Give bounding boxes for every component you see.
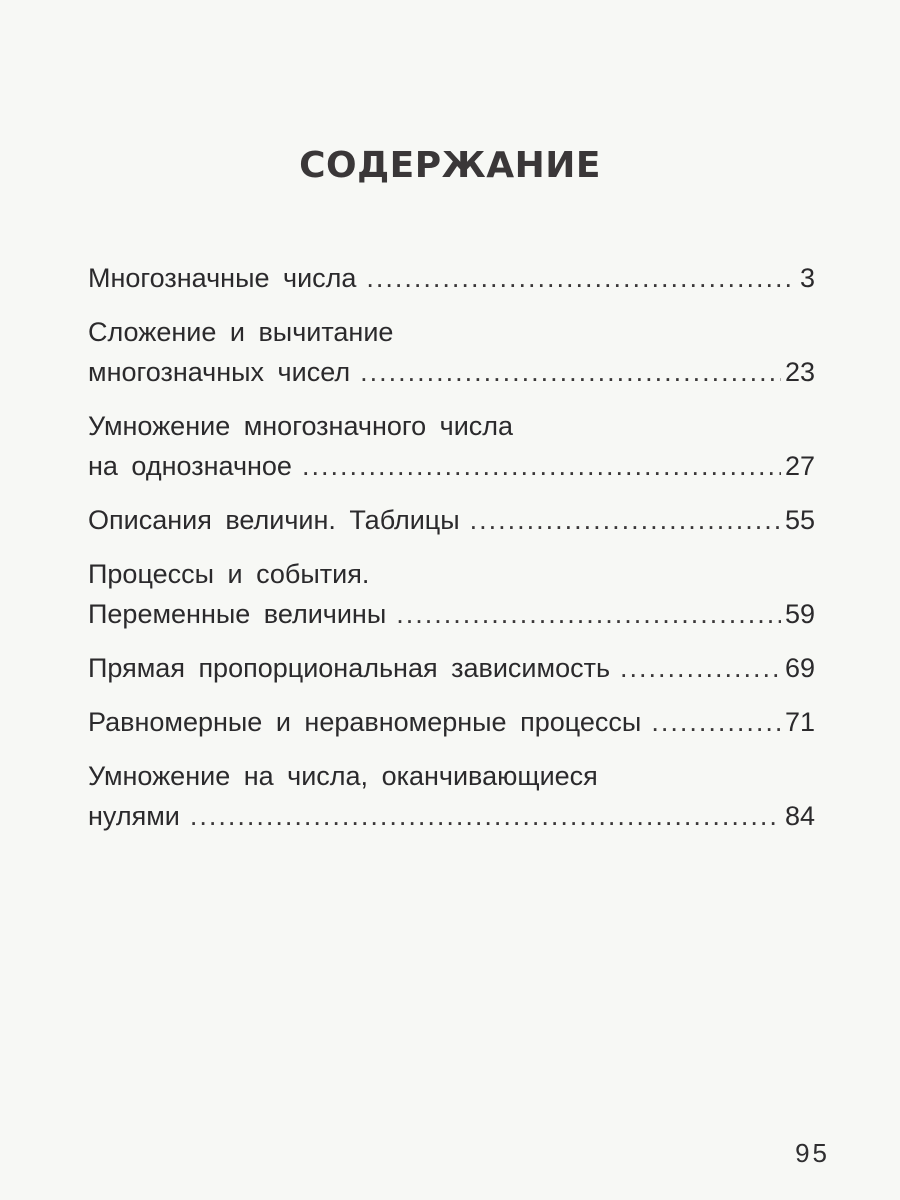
toc-entry: [88, 258, 815, 298]
toc-entry: [88, 702, 815, 742]
dot-leader: [366, 258, 796, 298]
toc-page-number: 55: [784, 505, 815, 535]
toc-entry: [88, 648, 815, 688]
toc-entry: [88, 554, 815, 634]
toc-page-number: 84: [784, 801, 815, 831]
toc-entry-title: Многозначные числа: [88, 263, 357, 293]
toc-page-number: 23: [784, 357, 815, 387]
toc-entry-title: на однозначное: [88, 451, 292, 481]
page-number: 95: [795, 1138, 830, 1168]
dot-leader: [396, 594, 781, 634]
toc-entry: [88, 500, 815, 540]
toc-entry-title-line: Умножение на числа, оканчивающиеся: [88, 761, 598, 791]
toc-entry-title: многозначных чисел: [88, 357, 351, 387]
toc-page-number: 69: [784, 653, 815, 683]
toc-page-number: 71: [784, 707, 815, 737]
dot-leader: [651, 702, 781, 742]
toc-entry-title-line: Сложение и вычитание: [88, 317, 394, 347]
toc-page-number: 27: [784, 451, 815, 481]
toc-entry: [88, 312, 815, 392]
toc-entry-title: Равномерные и неравномерные процессы: [88, 707, 642, 737]
toc-entry-title: Переменные величины: [88, 599, 387, 629]
dot-leader: [620, 648, 781, 688]
table-of-contents: [88, 258, 815, 850]
dot-leader: [360, 352, 781, 392]
dot-leader: [302, 446, 781, 486]
toc-entry-title: Прямая пропорциональная зависимость: [88, 653, 611, 683]
toc-page-number: 59: [784, 599, 815, 629]
toc-entry: [88, 756, 815, 836]
toc-entry: [88, 406, 815, 486]
dot-leader: [470, 500, 781, 540]
toc-entry-title: Описания величин. Таблицы: [88, 505, 460, 535]
toc-page-number: 3: [799, 263, 815, 293]
dot-leader: [190, 796, 781, 836]
toc-entry-title: нулями: [88, 801, 180, 831]
page-title: СОДЕРЖАНИЕ: [299, 145, 601, 186]
toc-entry-title-line: Умножение многозначного числа: [88, 411, 514, 441]
toc-entry-title-line: Процессы и события.: [88, 559, 370, 589]
